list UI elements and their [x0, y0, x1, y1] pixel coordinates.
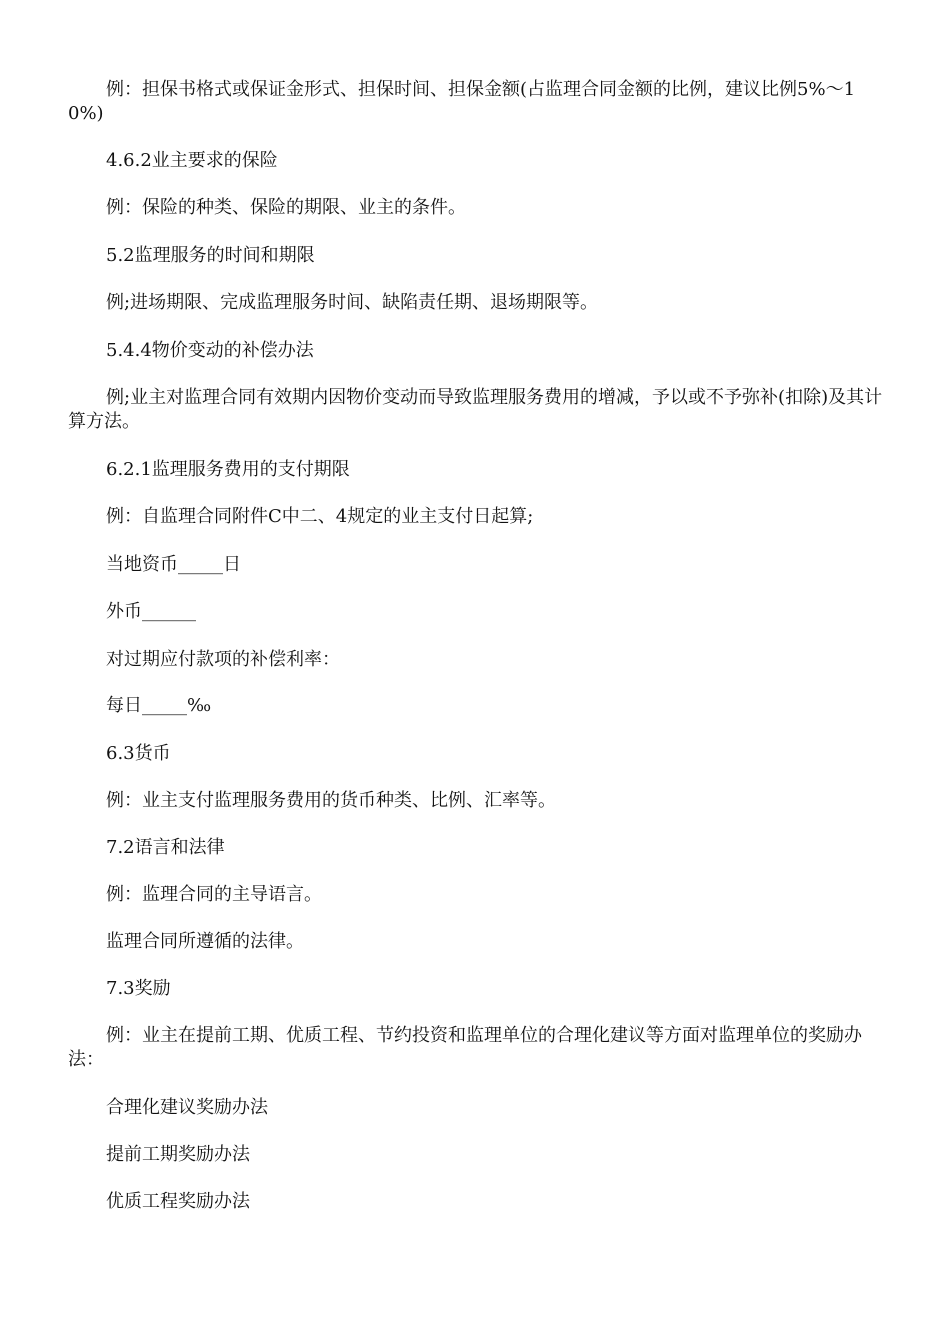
section-5-2-heading: 5.2监理服务的时间和期限 — [106, 245, 315, 266]
section-7-2-heading: 7.2语言和法律 — [106, 837, 225, 858]
governing-law-text: 监理合同所遵循的法律。 — [106, 931, 304, 952]
daily-rate-line: 每日_____‰ — [106, 695, 212, 716]
section-7-3-heading: 7.3奖励 — [106, 978, 171, 999]
reward-item-early-completion: 提前工期奖励办法 — [106, 1144, 250, 1165]
currency-example-text: 例：业主支付监理服务费用的货币种类、比例、汇率等。 — [106, 790, 556, 811]
local-currency-line: 当地资币_____日 — [106, 554, 241, 575]
payment-period-example-text: 例：自监理合同附件C中二、4规定的业主支付日起算; — [106, 506, 534, 527]
service-period-example-text: 例;进场期限、完成监理服务时间、缺陷责任期、退场期限等。 — [106, 292, 599, 313]
language-example-text: 例：监理合同的主导语言。 — [106, 884, 322, 905]
document-page — [68, 0, 884, 1344]
price-change-example-text: 例;业主对监理合同有效期内因物价变动而导致监理服务费用的增减，予以或不予弥补(扣除)及其计算方法。 — [68, 387, 883, 432]
reward-item-rationalization: 合理化建议奖励办法 — [106, 1097, 268, 1118]
guarantee-example-text: 例：担保书格式或保证金形式、担保时间、担保金额(占监理合同金额的比例，建议比例5%～10%) — [68, 79, 856, 124]
reward-item-quality: 优质工程奖励办法 — [106, 1191, 250, 1212]
section-6-2-1-heading: 6.2.1监理服务费用的支付期限 — [106, 459, 350, 480]
insurance-example-text: 例：保险的种类、保险的期限、业主的条件。 — [106, 197, 466, 218]
overdue-interest-label: 对过期应付款项的补偿利率： — [106, 649, 340, 670]
section-6-3-heading: 6.3货币 — [106, 743, 171, 764]
section-4-6-2-heading: 4.6.2业主要求的保险 — [106, 150, 278, 171]
section-5-4-4-heading: 5.4.4物价变动的补偿办法 — [106, 340, 314, 361]
foreign-currency-line: 外币______ — [106, 601, 196, 622]
reward-example-text: 例：业主在提前工期、优质工程、节约投资和监理单位的合理化建议等方面对监理单位的奖励办法： — [68, 1025, 862, 1070]
